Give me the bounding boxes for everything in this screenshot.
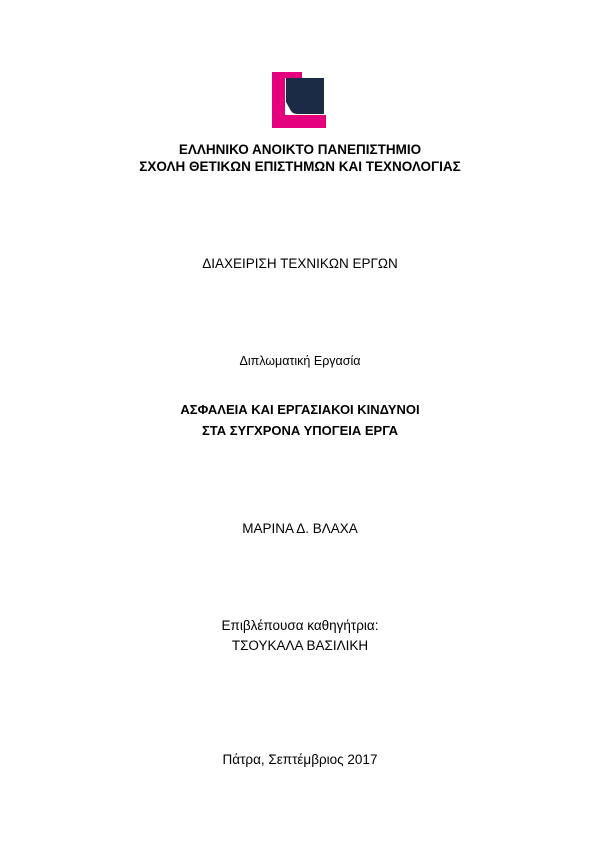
thesis-title-line-2: ΣΤΑ ΣΥΓΧΡΟΝΑ ΥΠΟΓΕΙΑ ΕΡΓΑ bbox=[201, 423, 399, 438]
supervisor-label: Επιβλέπουσα καθηγήτρια: bbox=[221, 618, 379, 633]
university-name: ΕΛΛΗΝΙΚΟ ΑΝΟΙΚΤΟ ΠΑΝΕΠΙΣΤΗΜΙΟ bbox=[178, 142, 422, 157]
thesis-title-line-1: ΑΣΦΑΛΕΙΑ ΚΑΙ ΕΡΓΑΣΙΑΚΟΙ ΚΙΝΔΥΝΟΙ bbox=[180, 402, 420, 417]
school-name: ΣΧΟΛΗ ΘΕΤΙΚΩΝ ΕΠΙΣΤΗΜΩΝ ΚΑΙ ΤΕΧΝΟΛΟΓΙΑΣ bbox=[139, 159, 461, 174]
supervisor-name: ΤΣΟΥΚΑΛΑ ΒΑΣΙΛΙΚΗ bbox=[231, 638, 369, 653]
program-name: ΔΙΑΧΕΙΡΙΣΗ ΤΕΧΝΙΚΩΝ ΕΡΓΩΝ bbox=[202, 256, 398, 271]
university-logo-icon bbox=[272, 72, 326, 128]
author-name: ΜΑΡΙΝΑ Δ. ΒΛΑΧΑ bbox=[242, 521, 358, 536]
document-type: Διπλωματική Εργασία bbox=[239, 354, 361, 368]
place-and-date: Πάτρα, Σεπτέμβριος 2017 bbox=[222, 752, 378, 767]
